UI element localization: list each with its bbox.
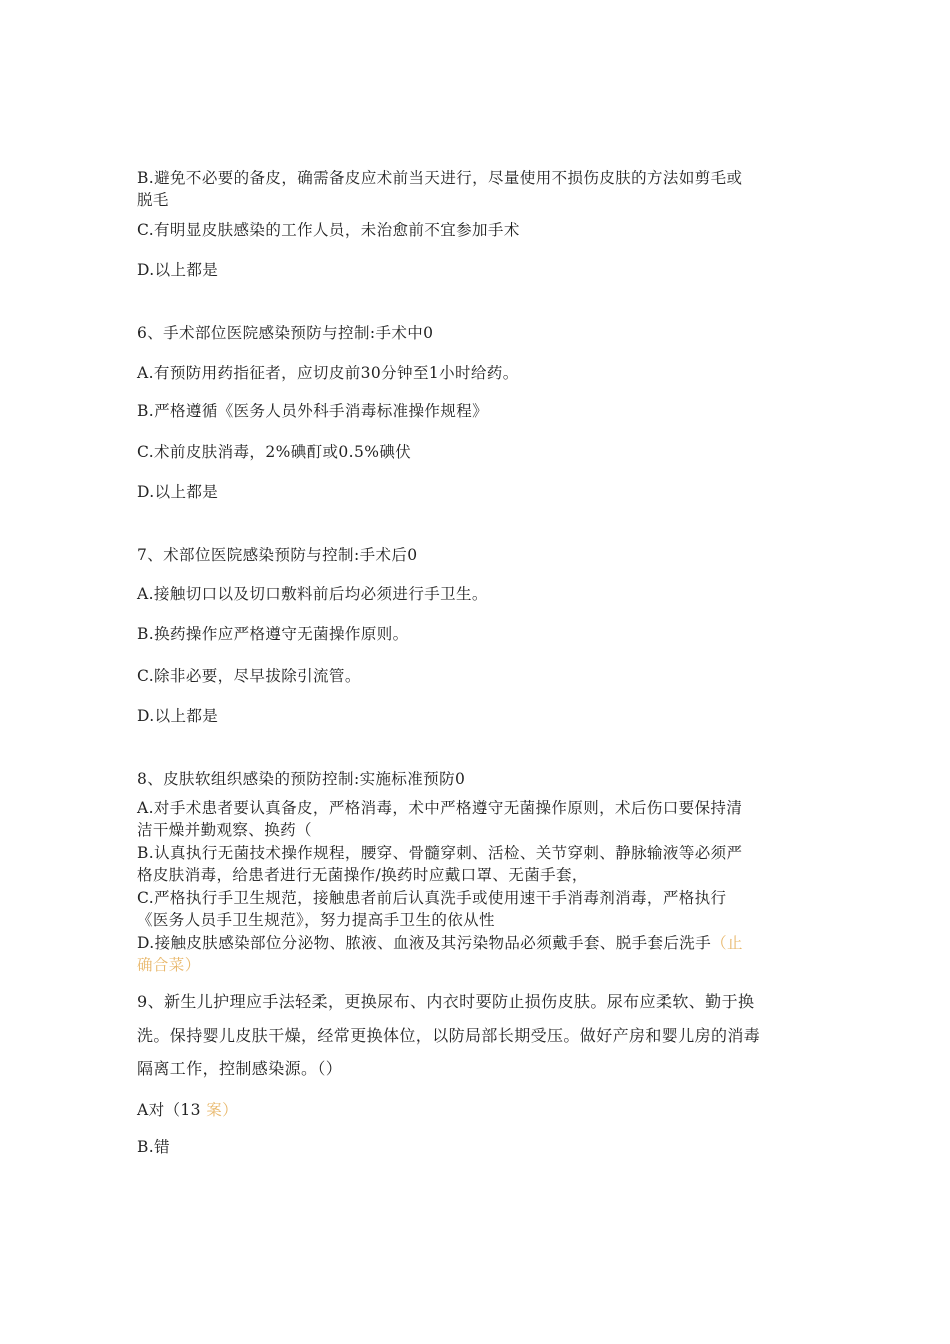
q7-question: 7、术部位医院感染预防与控制:手术后0 (137, 546, 418, 564)
q9-option-b: B.错 (137, 1138, 171, 1156)
q5-option-b-line1: B.避免不必要的备皮，确需备皮应术前当天进行，尽量使用不损伤皮肤的方法如剪毛或 (137, 169, 743, 187)
q9-question-line3: 隔离工作，控制感染源。（） (137, 1059, 343, 1078)
q9-answer-mark: 案） (206, 1101, 239, 1119)
q5-option-c: C.有明显皮肤感染的工作人员，未治愈前不宜参加手术 (137, 221, 520, 239)
q7-option-d: D.以上都是 (137, 707, 219, 725)
q7-option-b: B.换药操作应严格遵守无菌操作原则。 (137, 625, 409, 643)
q8-option-c-line1: C.严格执行手卫生规范，接触患者前后认真洗手或使用速干手消毒剂消毒，严格执行 (137, 889, 727, 907)
q6-option-a: A.有预防用药指征者，应切皮前30分钟至1小时给药。 (137, 364, 519, 382)
q8-option-b-line2: 格皮肤消毒，给患者进行无菌操作/换药时应戴口罩、无菌手套， (137, 866, 588, 884)
q8-option-d-line2 (137, 954, 817, 976)
q5-option-d: D.以上都是 (137, 261, 219, 279)
q9-option-a (137, 1099, 817, 1121)
q8-option-d-text: D.接触皮肤感染部位分泌物、脓液、血液及其污染物品必须戴手套、脱手套后洗手 (137, 934, 712, 952)
q6-option-c: C.术前皮肤消毒，2%碘酊或0.5%碘伏 (137, 443, 412, 461)
q8-question: 8、皮肤软组织感染的预防控制:实施标准预防0 (137, 770, 466, 788)
q8-option-a-line2: 洁干燥并勤观察、换药（ (137, 821, 312, 839)
q7-option-a: A.接触切口以及切口敷料前后均必须进行手卫生。 (137, 585, 488, 603)
q8-option-a-line1: A.对手术患者要认真备皮，严格消毒，术中严格遵守无菌操作原则，术后伤口要保持清 (137, 799, 743, 817)
q7-option-c: C.除非必要，尽早拔除引流管。 (137, 667, 361, 685)
q6-option-b: B.严格遵循《医务人员外科手消毒标准操作规程》 (137, 402, 489, 420)
q8-option-c-line2: 《医务人员手卫生规范》，努力提高手卫生的依从性 (137, 911, 495, 929)
q9-question-line2: 洗。保持婴儿皮肤干燥，经常更换体位，以防局部长期受压。做好产房和婴儿房的消毒 (137, 1026, 761, 1045)
q8-answer-mark-end: 确合菜） (137, 956, 201, 974)
q6-option-d: D.以上都是 (137, 483, 219, 501)
q5-option-b-line2: 脱毛 (137, 191, 169, 209)
q8-option-b-line1: B.认真执行无菌技术操作规程，腰穿、骨髓穿刺、活检、关节穿刺、静脉输液等必须严 (137, 844, 743, 862)
q9-option-a-text: A对（13 (137, 1101, 201, 1119)
q8-answer-mark-start: （止 (711, 934, 743, 952)
q6-question: 6、手术部位医院感染预防与控制:手术中0 (137, 324, 434, 342)
q8-option-d-line1 (137, 932, 817, 954)
q9-question-line1: 9、新生儿护理应手法轻柔，更换尿布、内衣时要防止损伤皮肤。尿布应柔软、勤于换 (137, 992, 755, 1011)
